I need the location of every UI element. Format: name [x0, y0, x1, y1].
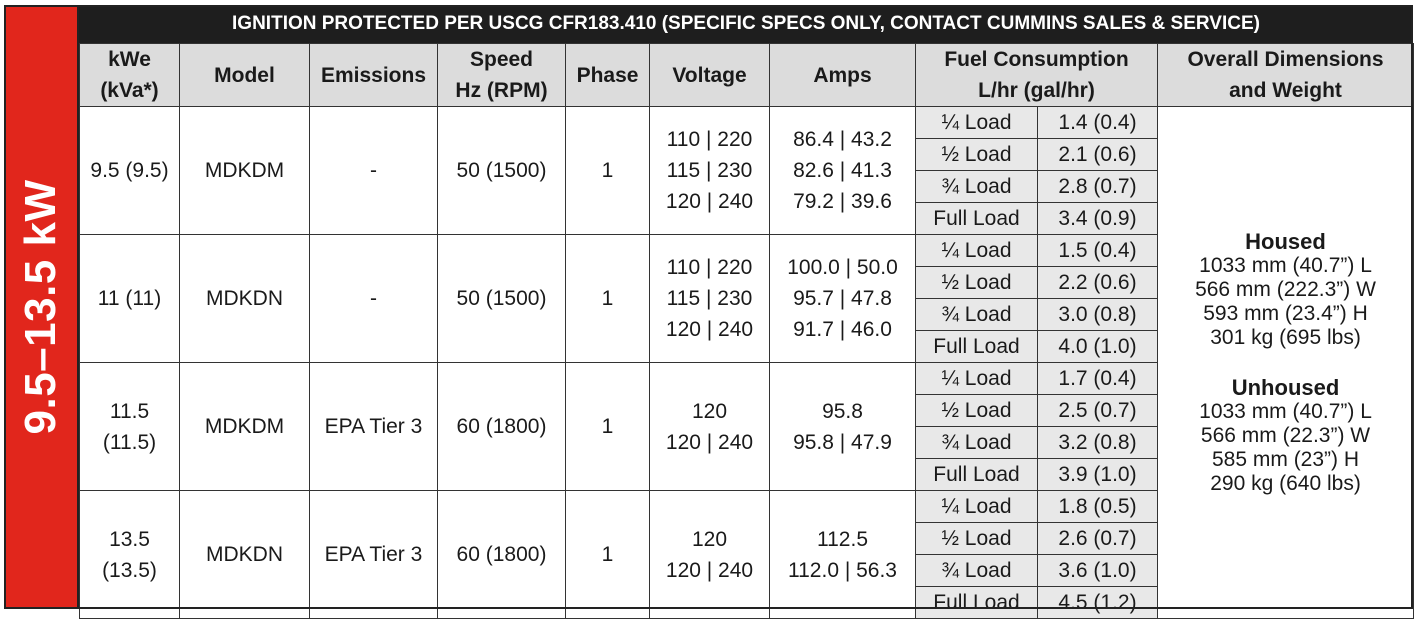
header-fuel: Fuel Consumption L/hr (gal/hr) [916, 44, 1158, 107]
outer-frame [4, 5, 1413, 609]
cell-line: 120 | 240 [665, 318, 754, 341]
fuel-load-value: 3.2 (0.8) [1038, 427, 1158, 459]
fuel-load-value: 2.5 (0.7) [1038, 395, 1158, 427]
speed-cell: 50 (1500) [438, 235, 566, 363]
fuel-load-label: ¼ Load [916, 363, 1038, 395]
fuel-load-label: Full Load [916, 587, 1038, 619]
cell-line: (13.5) [102, 558, 157, 582]
fuel-load-label: ¾ Load [916, 427, 1038, 459]
cell-line: 95.8 | 47.9 [793, 430, 892, 454]
fuel-load-label: ¾ Load [916, 555, 1038, 587]
model-cell: MDKDM [180, 363, 310, 491]
fuel-load-label: ½ Load [916, 267, 1038, 299]
fuel-load-label: ¾ Load [916, 299, 1038, 331]
phase-cell: 1 [566, 235, 650, 363]
cell-line: 13.5 [109, 527, 150, 551]
phase-cell: 1 [566, 107, 650, 235]
kwe-cell: 9.5 (9.5) [80, 107, 180, 235]
cell-line: 115 | 230 [666, 159, 753, 182]
phase-cell: 1 [566, 363, 650, 491]
dimensions-unhoused-line: 566 mm (22.3”) W [1200, 423, 1371, 447]
fuel-load-value: 3.6 (1.0) [1038, 555, 1158, 587]
dimensions-unhoused-title: Unhoused [1231, 374, 1340, 400]
cell-line: 110 | 220 [666, 128, 753, 151]
fuel-load-label: ½ Load [916, 395, 1038, 427]
fuel-load-label: ¼ Load [916, 491, 1038, 523]
sidebar-title: 9.5–13.5 kW [15, 179, 65, 435]
emissions-cell: EPA Tier 3 [310, 363, 438, 491]
header-speed: Speed Hz (RPM) [438, 44, 566, 107]
cell-line: 120 [691, 527, 728, 551]
model-cell: MDKDN [180, 235, 310, 363]
fuel-load-value: 1.8 (0.5) [1038, 491, 1158, 523]
kwe-cell: 11 (11) [80, 235, 180, 363]
cell-line: 120 [691, 399, 728, 423]
model-cell: MDKDN [180, 491, 310, 619]
header-kwe: kWe (kVa*) [80, 44, 180, 107]
fuel-load-label: ½ Load [916, 523, 1038, 555]
cell-line: 120 | 240 [665, 558, 754, 582]
header-phase: Phase [566, 44, 650, 107]
fuel-load-value: 2.1 (0.6) [1038, 139, 1158, 171]
fuel-load-label: Full Load [916, 203, 1038, 235]
fuel-load-value: 3.9 (1.0) [1038, 459, 1158, 491]
header-dimensions: Overall Dimensions and Weight [1158, 44, 1414, 107]
cell-line: 82.6 | 41.3 [793, 159, 892, 182]
fuel-load-label: Full Load [916, 331, 1038, 363]
dimensions-housed-line: 593 mm (23.4”) H [1203, 301, 1368, 325]
fuel-load-value: 2.2 (0.6) [1038, 267, 1158, 299]
cell-line: 91.7 | 46.0 [793, 318, 892, 341]
cell-line: 95.8 [822, 399, 863, 423]
speed-cell: 60 (1800) [438, 491, 566, 619]
dimensions-housed-line: 566 mm (222.3”) W [1195, 277, 1376, 301]
cell-line: 120 | 240 [665, 430, 754, 454]
phase-cell: 1 [566, 491, 650, 619]
dimensions-housed-title: Housed [1245, 228, 1326, 254]
header-model: Model [180, 44, 310, 107]
cell-line: 100.0 | 50.0 [787, 256, 898, 279]
cell-line: 115 | 230 [666, 287, 753, 310]
fuel-load-value: 1.7 (0.4) [1038, 363, 1158, 395]
fuel-load-value: 2.6 (0.7) [1038, 523, 1158, 555]
cell-line: 110 | 220 [666, 256, 753, 279]
speed-cell: 50 (1500) [438, 107, 566, 235]
cell-line: 120 | 240 [665, 190, 754, 213]
cell-line: 112.5 [817, 527, 868, 551]
dimensions-unhoused-line: 290 kg (640 lbs) [1210, 471, 1361, 495]
dimensions-unhoused-line: 1033 mm (40.7”) L [1199, 399, 1372, 423]
cell-line: (11.5) [102, 430, 157, 454]
cell-line: 112.0 | 56.3 [788, 558, 897, 582]
fuel-load-value: 1.5 (0.4) [1038, 235, 1158, 267]
dimensions-unhoused-line: 585 mm (23”) H [1212, 447, 1360, 471]
dimensions-housed-line: 301 kg (695 lbs) [1210, 325, 1361, 349]
fuel-load-value: 3.0 (0.8) [1038, 299, 1158, 331]
fuel-load-label: Full Load [916, 459, 1038, 491]
dimensions-housed-line: 1033 mm (40.7”) L [1199, 253, 1372, 277]
header-voltage: Voltage [650, 44, 770, 107]
fuel-load-value: 3.4 (0.9) [1038, 203, 1158, 235]
cell-line: 11.5 [109, 399, 150, 423]
fuel-load-value: 4.5 (1.2) [1038, 587, 1158, 619]
emissions-cell: - [310, 235, 438, 363]
emissions-cell: EPA Tier 3 [310, 491, 438, 619]
fuel-load-label: ¼ Load [916, 107, 1038, 139]
fuel-load-label: ¼ Load [916, 235, 1038, 267]
emissions-cell: - [310, 107, 438, 235]
fuel-load-label: ¾ Load [916, 171, 1038, 203]
cell-line: 79.2 | 39.6 [793, 190, 892, 213]
header-amps: Amps [770, 44, 916, 107]
cell-line: 95.7 | 47.8 [793, 287, 892, 310]
fuel-load-label: ½ Load [916, 139, 1038, 171]
speed-cell: 60 (1800) [438, 363, 566, 491]
fuel-load-value: 4.0 (1.0) [1038, 331, 1158, 363]
fuel-load-value: 2.8 (0.7) [1038, 171, 1158, 203]
cell-line: 86.4 | 43.2 [793, 128, 892, 151]
fuel-load-value: 1.4 (0.4) [1038, 107, 1158, 139]
header-emissions: Emissions [310, 44, 438, 107]
banner-text: IGNITION PROTECTED PER USCG CFR183.410 (SPECIFIC SPECS ONLY, CONTACT CUMMINS SALES & SERVICE) [232, 13, 1260, 34]
model-cell: MDKDM [180, 107, 310, 235]
